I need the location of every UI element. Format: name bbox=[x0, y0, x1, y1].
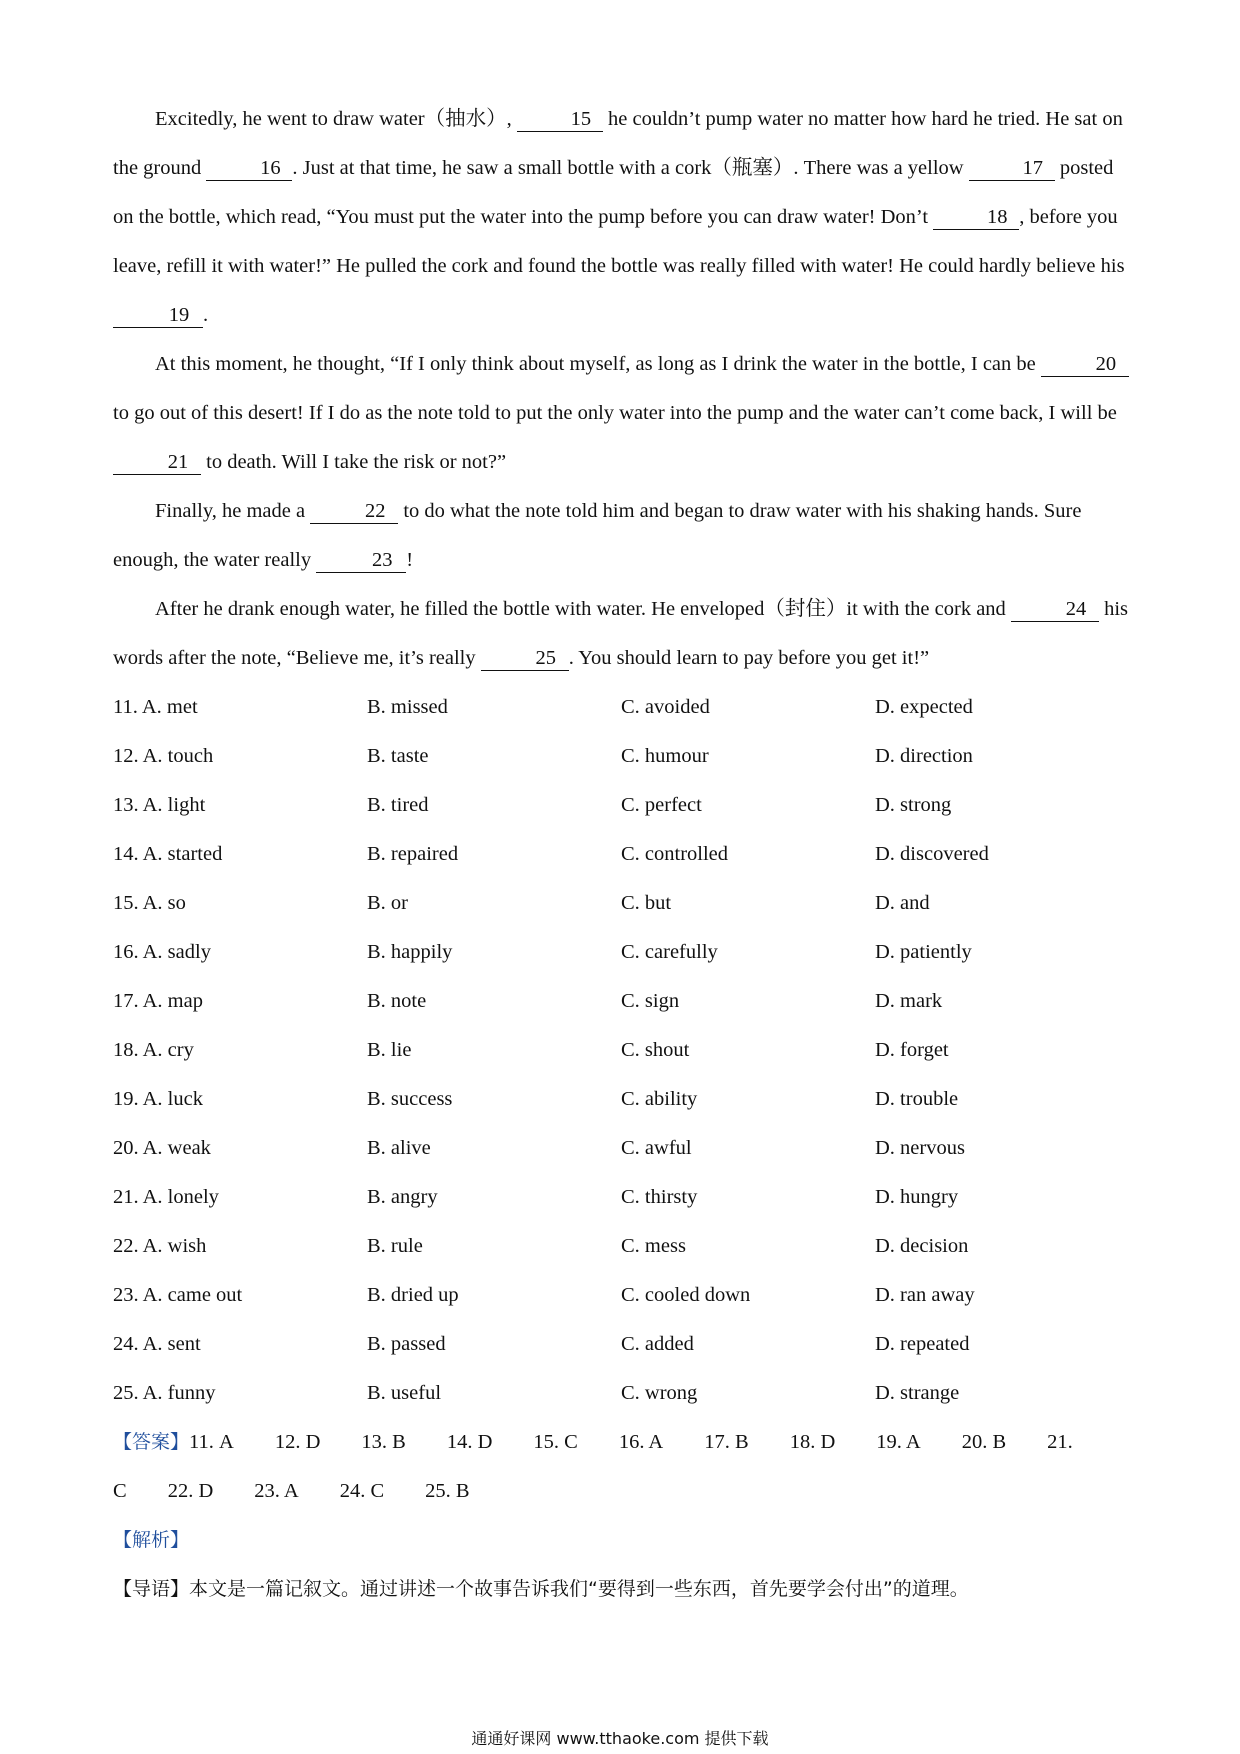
answer-item: 18. D bbox=[789, 1431, 836, 1453]
option-b: B. taste bbox=[367, 745, 429, 767]
option-row bbox=[113, 1271, 1133, 1320]
passage-text: Excitedly, he went to draw water（抽水）, bbox=[155, 108, 517, 130]
analysis-label: 【解析】 bbox=[113, 1529, 190, 1551]
answer-item: 20. B bbox=[961, 1431, 1007, 1453]
option-a: 25. A. funny bbox=[113, 1382, 216, 1404]
option-b: B. tired bbox=[367, 794, 429, 816]
option-b: B. dried up bbox=[367, 1284, 459, 1306]
page-footer: 通通好课网 www.tthaoke.com 提供下载 bbox=[471, 1729, 769, 1748]
option-d: D. and bbox=[875, 892, 930, 914]
passage-text: he couldn’t pump water no matter how hard he tried. He sat on the ground bbox=[113, 108, 1123, 179]
option-b: B. missed bbox=[367, 696, 448, 718]
option-d: D. strong bbox=[875, 794, 952, 816]
passage-paragraph-4 bbox=[113, 585, 1133, 683]
blank-24: 24 bbox=[1011, 597, 1099, 622]
passage-text: to go out of this desert! If I do as the note told to put the only water into the pump and the water can’t come back, I will be bbox=[113, 402, 1117, 424]
answer-item: 22. D bbox=[167, 1480, 214, 1502]
option-row bbox=[113, 879, 1133, 928]
blank-17: 17 bbox=[969, 156, 1055, 181]
guide-text: 本文是一篇记叙文。通过讲述一个故事告诉我们“要得到一些东西，首先要学会付出”的道理。 bbox=[189, 1578, 969, 1600]
option-row bbox=[113, 1124, 1133, 1173]
passage-text: . bbox=[203, 304, 209, 326]
option-d: D. nervous bbox=[875, 1137, 965, 1159]
option-a: 21. A. lonely bbox=[113, 1186, 219, 1208]
option-c: C. added bbox=[621, 1333, 694, 1355]
option-c: C. but bbox=[621, 892, 672, 914]
option-d: D. discovered bbox=[875, 843, 989, 865]
blank-19: 19 bbox=[113, 303, 203, 328]
option-d: D. strange bbox=[875, 1382, 960, 1404]
option-c: C. ability bbox=[621, 1088, 698, 1110]
blank-23: 23 bbox=[316, 548, 406, 573]
option-row bbox=[113, 928, 1133, 977]
answer-item: 15. C bbox=[533, 1431, 578, 1453]
analysis-heading bbox=[113, 1516, 1133, 1565]
blank-16: 16 bbox=[206, 156, 292, 181]
option-c: C. shout bbox=[621, 1039, 690, 1061]
option-d: D. mark bbox=[875, 990, 943, 1012]
option-row bbox=[113, 1173, 1133, 1222]
option-a: 23. A. came out bbox=[113, 1284, 243, 1306]
option-row bbox=[113, 1026, 1133, 1075]
answer-item: 23. A bbox=[254, 1480, 299, 1502]
option-a: 11. A. met bbox=[113, 696, 198, 718]
option-a: 15. A. so bbox=[113, 892, 186, 914]
option-b: B. repaired bbox=[367, 843, 459, 865]
blank-20: 20 bbox=[1041, 352, 1129, 377]
answer-item: 14. D bbox=[446, 1431, 493, 1453]
passage-text: . You should learn to pay before you get it!” bbox=[568, 647, 930, 669]
option-d: D. forget bbox=[875, 1039, 949, 1061]
option-a: 16. A. sadly bbox=[113, 941, 211, 963]
options-list bbox=[113, 683, 1133, 1418]
option-row bbox=[113, 683, 1133, 732]
passage-text: . Just at that time, he saw a small bottle with a cork（瓶塞）. There was a yellow bbox=[292, 157, 969, 179]
blank-15: 15 bbox=[517, 107, 603, 132]
option-a: 20. A. weak bbox=[113, 1137, 211, 1159]
blank-22: 22 bbox=[310, 499, 398, 524]
option-row bbox=[113, 781, 1133, 830]
option-a: 19. A. luck bbox=[113, 1088, 203, 1110]
option-row bbox=[113, 830, 1133, 879]
passage-text: After he drank enough water, he filled the bottle with water. He enveloped（封住）it with the cork and bbox=[155, 598, 1011, 620]
answer-item: 21. bbox=[1047, 1431, 1073, 1453]
passage-paragraph-2 bbox=[113, 340, 1133, 487]
option-d: D. ran away bbox=[875, 1284, 975, 1306]
option-row bbox=[113, 1320, 1133, 1369]
option-d: D. patiently bbox=[875, 941, 972, 963]
option-c: C. cooled down bbox=[621, 1284, 751, 1306]
option-c: C. sign bbox=[621, 990, 680, 1012]
passage-paragraph-1 bbox=[113, 95, 1133, 340]
answer-item: 11. A bbox=[189, 1431, 234, 1453]
answer-item: C bbox=[113, 1480, 127, 1502]
blank-18: 18 bbox=[933, 205, 1019, 230]
answer-key-continued bbox=[113, 1467, 1133, 1516]
option-row bbox=[113, 977, 1133, 1026]
answer-item: 16. A bbox=[618, 1431, 664, 1453]
option-c: C. avoided bbox=[621, 696, 710, 718]
option-a: 22. A. wish bbox=[113, 1235, 207, 1257]
option-b: B. passed bbox=[367, 1333, 446, 1355]
option-b: B. angry bbox=[367, 1186, 438, 1208]
passage-text: to death. Will I take the risk or not?” bbox=[201, 451, 507, 473]
option-b: B. rule bbox=[367, 1235, 423, 1257]
option-c: C. humour bbox=[621, 745, 709, 767]
option-a: 18. A. cry bbox=[113, 1039, 194, 1061]
option-row bbox=[113, 732, 1133, 781]
option-a: 24. A. sent bbox=[113, 1333, 201, 1355]
passage-text: posted on the bottle, which read, “You must put the water into the pump before you can draw water! Don’t bbox=[113, 157, 1114, 228]
option-d: D. decision bbox=[875, 1235, 969, 1257]
passage-text: ! bbox=[406, 549, 414, 571]
answer-item: 19. A bbox=[876, 1431, 921, 1453]
option-c: C. perfect bbox=[621, 794, 702, 816]
passage-text: Finally, he made a bbox=[155, 500, 311, 522]
passage-paragraph-3 bbox=[113, 487, 1133, 585]
answer-item: 17. B bbox=[704, 1431, 749, 1453]
option-c: C. mess bbox=[621, 1235, 686, 1257]
answer-item: 24. C bbox=[339, 1480, 385, 1502]
option-b: B. alive bbox=[367, 1137, 431, 1159]
option-b: B. useful bbox=[367, 1382, 442, 1404]
option-d: D. trouble bbox=[875, 1088, 959, 1110]
answer-item: 13. B bbox=[361, 1431, 406, 1453]
option-b: B. or bbox=[367, 892, 408, 914]
answer-item: 25. B bbox=[425, 1480, 470, 1502]
guide-label: 【导语】 bbox=[113, 1578, 190, 1600]
option-c: C. thirsty bbox=[621, 1186, 698, 1208]
document-page bbox=[113, 95, 1133, 1614]
option-a: 14. A. started bbox=[113, 843, 223, 865]
option-b: B. happily bbox=[367, 941, 453, 963]
option-b: B. lie bbox=[367, 1039, 412, 1061]
answer-label: 【答案】 bbox=[113, 1431, 190, 1453]
passage-text: At this moment, he thought, “If I only think about myself, as long as I drink the water in the bottle, I can be bbox=[155, 353, 1041, 375]
option-a: 13. A. light bbox=[113, 794, 206, 816]
option-c: C. controlled bbox=[621, 843, 729, 865]
blank-21: 21 bbox=[113, 450, 201, 475]
passage-text: his words after the note, “Believe me, it’s really bbox=[113, 598, 1128, 669]
option-row bbox=[113, 1369, 1133, 1418]
option-c: C. awful bbox=[621, 1137, 692, 1159]
option-b: B. success bbox=[367, 1088, 453, 1110]
passage-text: to do what the note told him and began to draw water with his shaking hands. Sure enough, the water really bbox=[113, 500, 1082, 571]
passage-text: , before you leave, refill it with water!” He pulled the cork and found the bottle was really filled with water! He could hardly believe his bbox=[113, 206, 1125, 277]
option-c: C. wrong bbox=[621, 1382, 698, 1404]
option-d: D. repeated bbox=[875, 1333, 970, 1355]
blank-25: 25 bbox=[481, 646, 569, 671]
guide-paragraph bbox=[113, 1565, 1133, 1614]
option-b: B. note bbox=[367, 990, 427, 1012]
option-a: 17. A. map bbox=[113, 990, 203, 1012]
option-d: D. expected bbox=[875, 696, 973, 718]
option-c: C. carefully bbox=[621, 941, 718, 963]
option-d: D. hungry bbox=[875, 1186, 959, 1208]
answer-key bbox=[113, 1418, 1133, 1467]
answer-item: 12. D bbox=[274, 1431, 321, 1453]
option-row bbox=[113, 1075, 1133, 1124]
option-row bbox=[113, 1222, 1133, 1271]
option-a: 12. A. touch bbox=[113, 745, 214, 767]
option-d: D. direction bbox=[875, 745, 973, 767]
